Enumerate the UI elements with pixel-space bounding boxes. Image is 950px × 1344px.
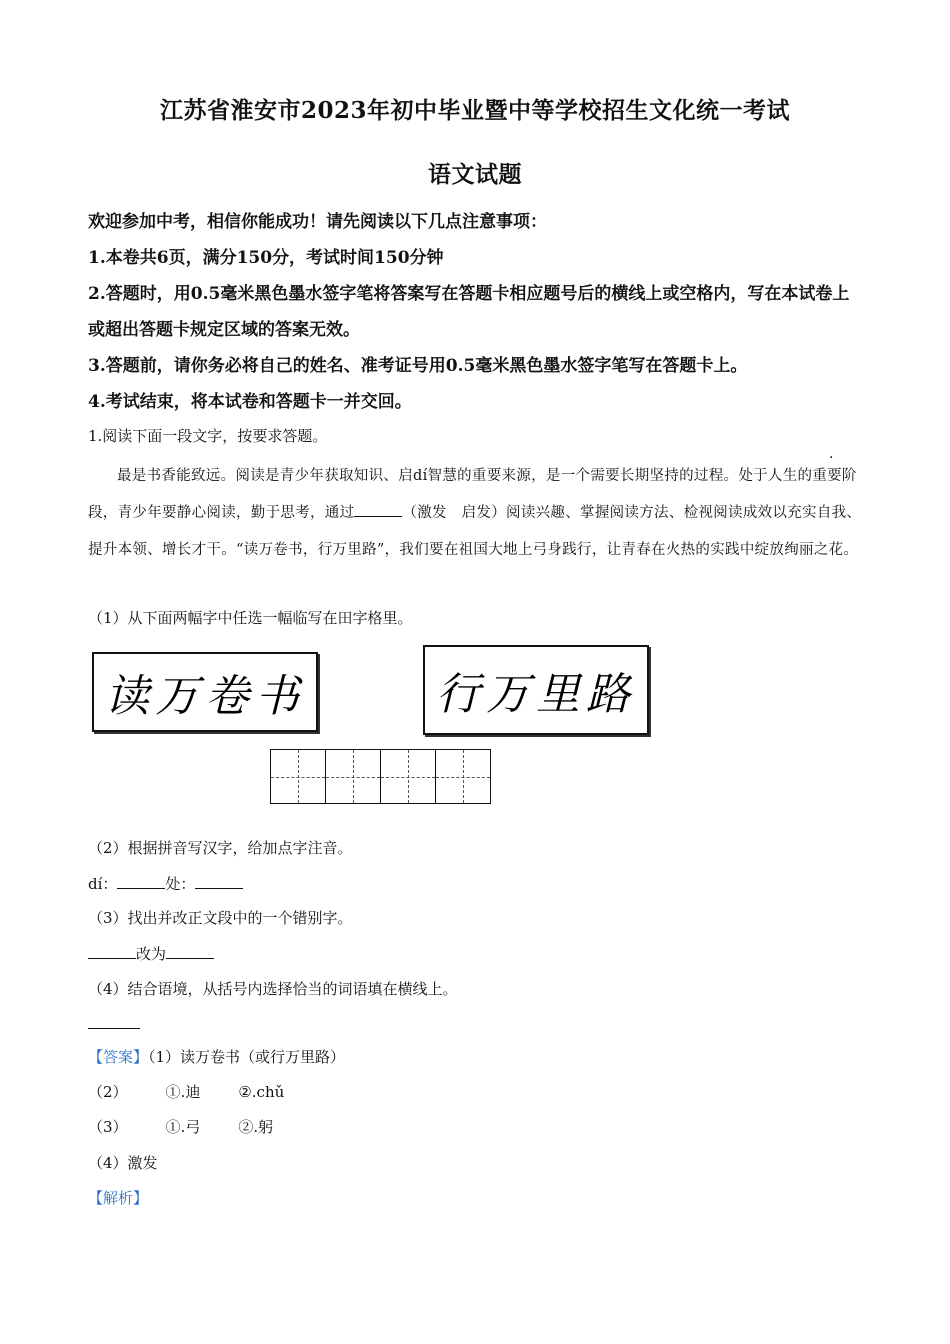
passage-text-1: 最是书香能致远。阅读是青少年获取知识、启dí智慧的重要来源，是一个需要长期坚持的过程。处于人生的重要阶段，青少年要静心阅读，勤于思考，通过 (88, 468, 857, 521)
answer-3-option-2: ②.躬 (238, 1118, 274, 1136)
answer-line-1 (88, 1045, 864, 1069)
answer-2-option-2: ②.chǔ (238, 1083, 285, 1101)
sub-question-2-answer-line (88, 872, 864, 896)
answer-3-number: （3） (88, 1118, 128, 1136)
answer-3-option-1: ①.弓 (165, 1118, 201, 1136)
calligraphy-sample-2: 行万里路 (423, 645, 649, 735)
exam-subtitle: 语文试题 (428, 161, 522, 188)
notice-item-2: 2.答题时，用0.5毫米黑色墨水签字笔将答案写在答题卡相应题号后的横线上或空格内，写在本试卷上或超出答题卡规定区域的答案无效。 (88, 284, 850, 340)
grid-cell[interactable] (381, 750, 436, 803)
grid-cell[interactable] (271, 750, 326, 803)
notice-item-3: 3.答题前，请你务必将自己的姓名、准考证号用0.5毫米黑色墨水签字笔写在答题卡上。 (88, 356, 748, 376)
answer-blank[interactable] (166, 942, 214, 959)
line-mid-text: 处： (165, 875, 196, 893)
answer-line-4: （4）激发 (88, 1154, 158, 1172)
passage-text-2: 阅读兴趣、掌握阅读方法、检视阅读成效以充实自我、提升本领、增长才干。“读万卷书，行万里路”，我们要在祖国大地上弓身践行，让青春在火热的实践中绽放绚丽之花。 (88, 505, 862, 558)
tianzige-grid[interactable] (270, 749, 491, 804)
question-stem: 1.阅读下面一段文字，按要求答题。 (88, 427, 328, 445)
reading-passage (88, 458, 864, 569)
answer-2-number: （2） (88, 1083, 128, 1101)
notice-intro: 欢迎参加中考，相信你能成功！请先阅读以下几点注意事项： (88, 212, 547, 232)
answer-blank[interactable] (88, 1012, 140, 1029)
pinyin-prefix: dí： (88, 875, 118, 893)
exam-title: 江苏省淮安市2023年初中毕业暨中等学校招生文化统一考试 (159, 97, 790, 124)
emphasis-dot: · (829, 450, 834, 466)
analysis-label: 【解析】 (88, 1189, 149, 1207)
grid-cell[interactable] (436, 750, 491, 803)
answer-line-2 (88, 1080, 864, 1104)
sub-question-3-answer-line (88, 942, 864, 966)
answer-2-option-1: ①.迪 (165, 1083, 201, 1101)
sub-question-4: （4）结合语境，从括号内选择恰当的词语填在横线上。 (88, 980, 458, 998)
answer-blank[interactable] (88, 942, 136, 959)
answer-label: 【答案】 (88, 1048, 149, 1066)
sub-question-2: （2）根据拼音写汉字，给加点字注音。 (88, 839, 353, 857)
sub-question-4-answer-line (88, 1012, 864, 1036)
answer-blank[interactable] (195, 872, 243, 889)
line-mid-text: 改为 (136, 945, 167, 963)
answer-line-3 (88, 1115, 864, 1139)
notice-item-1: 1.本卷共6页，满分150分，考试时间150分钟 (88, 248, 444, 268)
notice-item-4: 4.考试结束，将本试卷和答题卡一并交回。 (88, 392, 412, 412)
calligraphy-sample-1: 读万卷书 (92, 652, 318, 732)
answer-1: （1）读万卷书（或行万里路） (148, 1048, 346, 1066)
grid-cell[interactable] (326, 750, 381, 803)
sub-question-3: （3）找出并改正文段中的一个错别字。 (88, 909, 353, 927)
passage-options: （激发 启发） (402, 505, 507, 521)
passage-blank[interactable] (354, 500, 402, 517)
sub-question-1: （1）从下面两幅字中任选一幅临写在田字格里。 (88, 609, 413, 627)
answer-blank[interactable] (117, 872, 165, 889)
